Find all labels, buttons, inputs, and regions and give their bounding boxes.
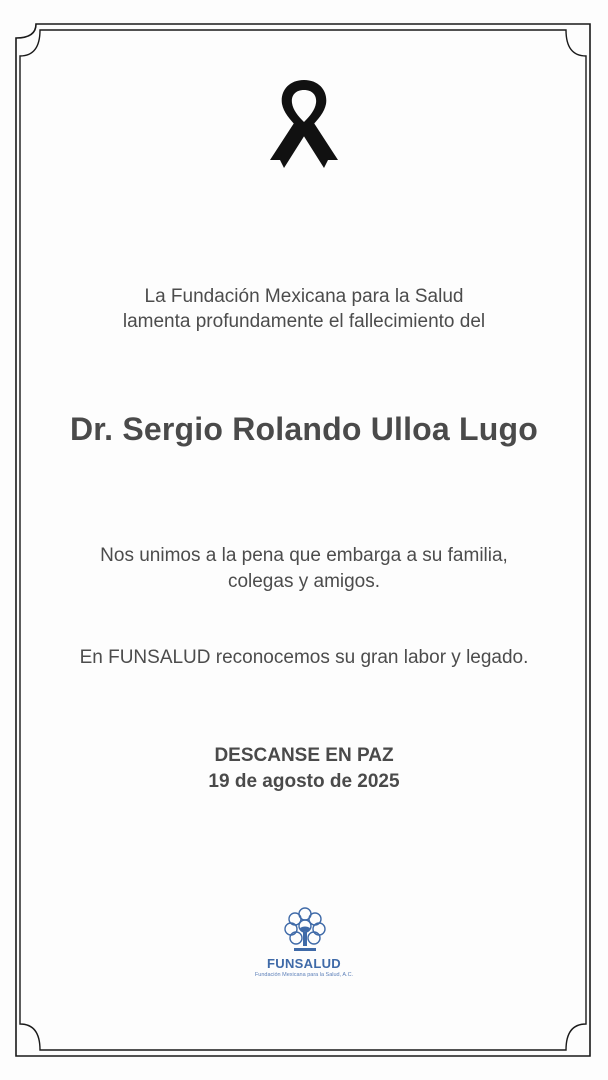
logo-name: FUNSALUD [267,956,341,971]
deceased-name: Dr. Sergio Rolando Ulloa Lugo [69,411,539,447]
condolence-line-1: Nos unimos a la pena que embarga a su familia, [100,545,508,566]
mourning-ribbon-icon [266,76,342,170]
intro-line-1: La Fundación Mexicana para la Salud [144,286,464,307]
condolence-text [0,543,608,595]
intro-line-2: lamenta profundamente el fallecimiento del [122,311,486,332]
recognition-text: En FUNSALUD reconocemos su gran labor y legado. [79,647,529,668]
rest-in-peace-label: DESCANSE EN PAZ [214,745,394,766]
notice-date: 19 de agosto de 2025 [208,771,400,792]
logo-subtitle: Fundación Mexicana para la Salud, A.C. [254,972,354,978]
condolence-line-2: colegas y amigos. [227,571,381,592]
intro-text [0,284,608,334]
tree-icon [284,906,326,954]
rest-in-peace-block [0,743,608,795]
